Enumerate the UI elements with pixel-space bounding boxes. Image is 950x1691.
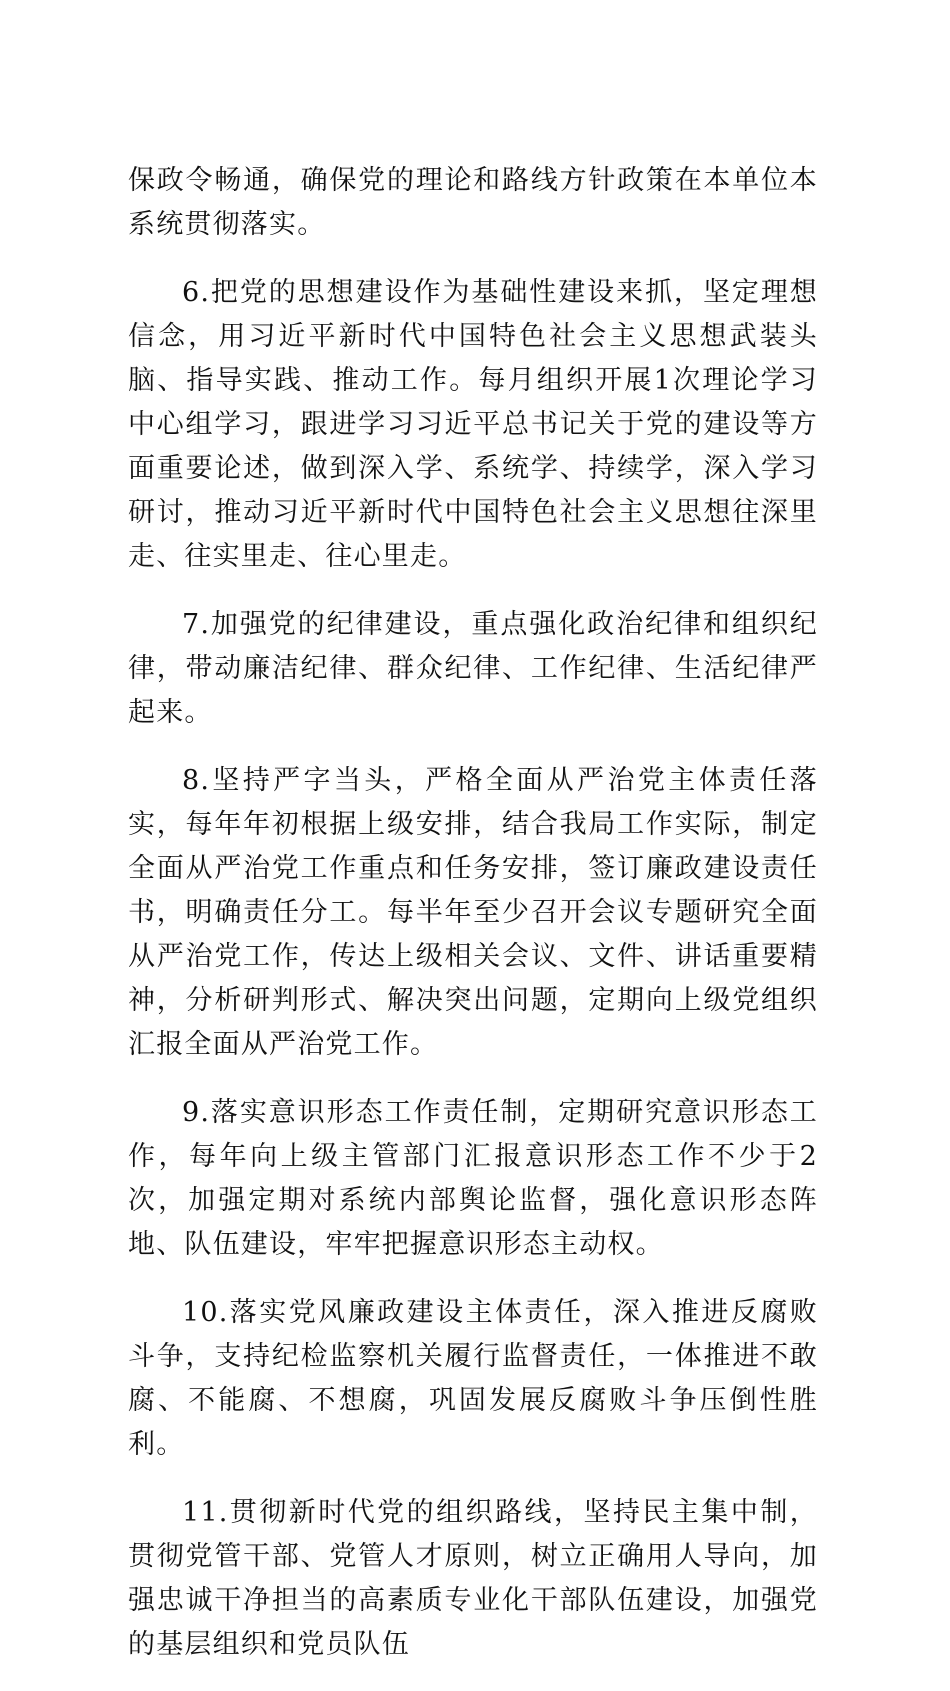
paragraph-item-10: 10.落实党风廉政建设主体责任，深入推进反腐败斗争，支持纪检监察机关履行监督责任，一体推进不敢腐、不能腐、不想腐，巩固发展反腐败斗争压倒性胜利。	[128, 1297, 818, 1460]
paragraph-item-11: 11.贯彻新时代党的组织路线，坚持民主集中制，贯彻党管干部、党管人才原则，树立正确用人导向，加强忠诚干净担当的高素质专业化干部队伍建设，加强党的基层组织和党员队伍	[128, 1497, 818, 1660]
paragraph-item-7: 7.加强党的纪律建设，重点强化政治纪律和组织纪律，带动廉洁纪律、群众纪律、工作纪律、生活纪律严起来。	[128, 609, 818, 728]
paragraph-item-9: 9.落实意识形态工作责任制，定期研究意识形态工作，每年向上级主管部门汇报意识形态工作不少于2次，加强定期对系统内部舆论监督，强化意识形态阵地、队伍建设，牢牢把握意识形态主动权。	[128, 1097, 818, 1260]
paragraph-continuation: 保政令畅通，确保党的理论和路线方针政策在本单位本系统贯彻落实。	[128, 165, 818, 240]
document-body	[128, 159, 818, 1691]
paragraph-item-6: 6.把党的思想建设作为基础性建设来抓，坚定理想信念，用习近平新时代中国特色社会主义思想武装头脑、指导实践、推动工作。每月组织开展1次理论学习中心组学习，跟进学习习近平总书记关于党的建设等方面重要论述，做到深入学、系统学、持续学，深入学习研讨，推动习近平新时代中国特色社会主义思想往深里走、往实里走、往心里走。	[128, 277, 818, 572]
paragraph-item-8: 8.坚持严字当头，严格全面从严治党主体责任落实，每年年初根据上级安排，结合我局工作实际，制定全面从严治党工作重点和任务安排，签订廉政建设责任书，明确责任分工。每半年至少召开会议专题研究全面从严治党工作，传达上级相关会议、文件、讲话重要精神，分析研判形式、解决突出问题，定期向上级党组织汇报全面从严治党工作。	[128, 765, 818, 1060]
